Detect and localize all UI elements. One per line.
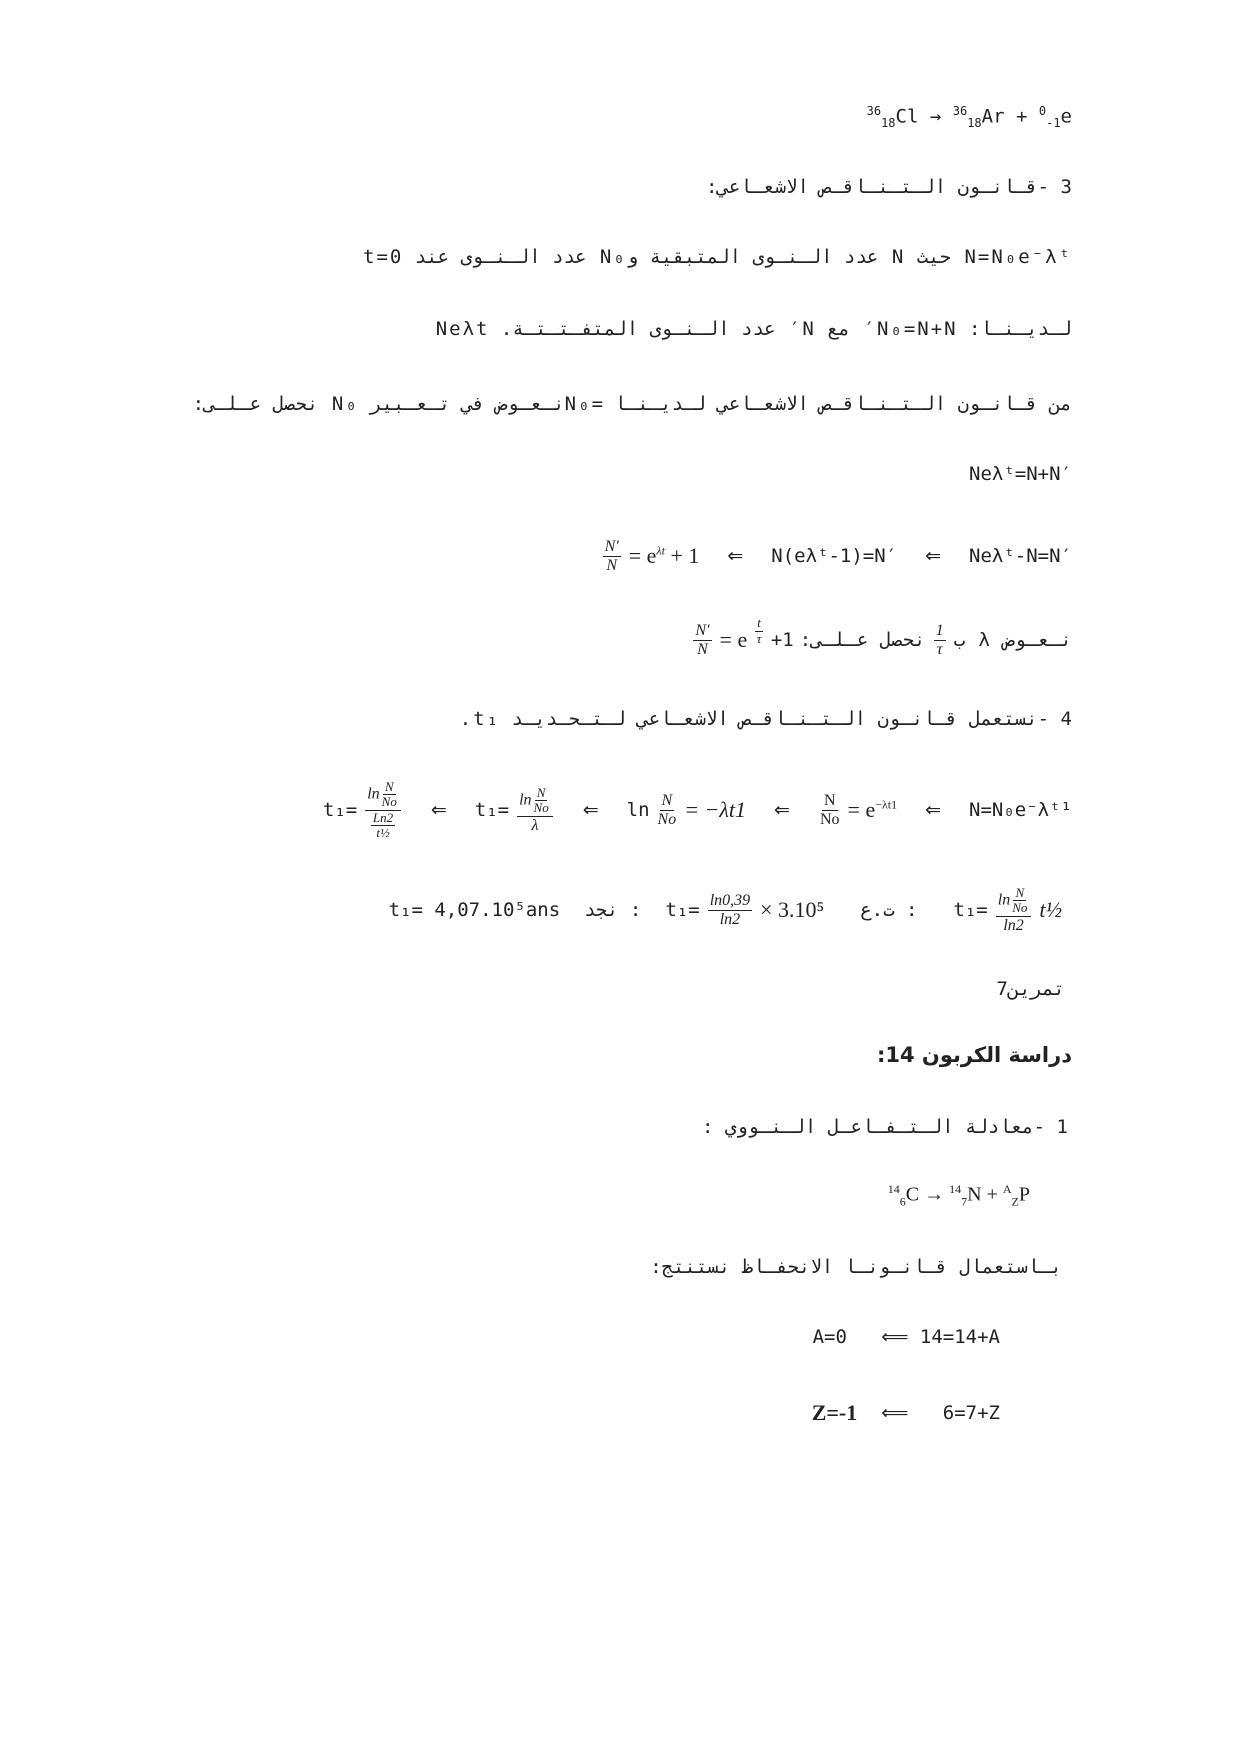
derivation-line xyxy=(601,538,1072,574)
sup: 14 xyxy=(949,1182,962,1196)
fraction xyxy=(693,622,711,658)
equation-line: Neλᵗ=N+N′ xyxy=(969,463,1072,485)
sub: 18 xyxy=(881,116,896,131)
fraction xyxy=(708,892,752,928)
reaction-heading: 1 -معادلة الـتـفـاعـل الـنـووي : xyxy=(701,1116,1068,1138)
fraction xyxy=(996,886,1032,934)
mass-number-result: A=0 ⟸ 14=14+A xyxy=(812,1326,1000,1348)
num: N xyxy=(384,779,394,794)
fraction xyxy=(371,811,395,841)
t: × 3.10⁵ xyxy=(760,897,825,923)
num: ln0,39 xyxy=(709,892,751,909)
den: τ xyxy=(936,640,943,658)
t: = e xyxy=(628,543,657,569)
t: t₁= xyxy=(322,799,358,822)
t: = −λt1 xyxy=(684,797,747,823)
n0-line: لـديـنـا: N₀=N+N′ مع N′ عدد الـنـوى المتفـتـتـة. Neλt xyxy=(435,318,1072,340)
num: Ln2 xyxy=(372,809,394,825)
num: N′ xyxy=(604,538,619,555)
eq-part xyxy=(888,1182,1030,1210)
num: N′ xyxy=(695,622,710,639)
fraction xyxy=(365,780,401,840)
sup: 14 xyxy=(887,1182,900,1196)
t: e xyxy=(1060,105,1072,128)
carbon-14-heading: دراسة الكربون 14: xyxy=(876,1043,1072,1067)
expr: Neλᵗ-N=N′ xyxy=(969,545,1072,568)
den: No xyxy=(657,810,677,828)
t: +1 xyxy=(770,629,794,652)
t: P xyxy=(1018,1183,1030,1206)
sup: A xyxy=(1002,1182,1012,1196)
implies-arrow: ⇐ xyxy=(582,799,599,822)
sub: -1 xyxy=(1046,116,1061,131)
sub: Z xyxy=(1011,1194,1019,1209)
expr xyxy=(848,797,898,823)
t: نحصل عـلـى: xyxy=(799,629,926,652)
t: : نجد xyxy=(584,899,642,922)
den: τ xyxy=(756,630,762,646)
t: + 1 xyxy=(670,543,700,569)
tau-substitution-line xyxy=(691,615,1072,658)
section-3-heading: 3 -قـانـون الـتـنـاقـص الاشعـاعي: xyxy=(705,176,1072,198)
sup: 36 xyxy=(952,104,968,118)
sup: −λt1 xyxy=(875,797,898,812)
fraction xyxy=(534,786,549,816)
num xyxy=(517,786,553,817)
eq-part xyxy=(867,104,1072,130)
fraction xyxy=(517,786,553,834)
carbon-decay-equation xyxy=(888,1182,1030,1210)
fraction xyxy=(382,780,397,810)
implies-arrow: ⇐ xyxy=(774,799,790,822)
t1-derivation-line xyxy=(323,780,1072,840)
t: ln xyxy=(367,785,380,803)
den: t½ xyxy=(376,824,390,840)
num xyxy=(996,886,1032,917)
exp-fraction xyxy=(755,616,763,646)
den: ln2 xyxy=(1003,916,1024,934)
t: t₁= xyxy=(665,899,700,922)
section-4-heading: 4 -نستعمل قـانـون الـتـنـاقـص الاشعـاعي لـتـحـديـد t₁. xyxy=(459,708,1072,730)
t: N + xyxy=(967,1183,998,1206)
num: N xyxy=(1015,885,1025,900)
sup: 36 xyxy=(866,104,882,118)
den: N xyxy=(697,640,708,658)
t1-numeric-line xyxy=(389,886,1062,934)
num: 1 xyxy=(935,622,944,639)
t: t₁= xyxy=(474,799,510,822)
den: ln2 xyxy=(719,910,741,928)
t: Ar + xyxy=(981,105,1028,128)
fraction xyxy=(1012,886,1027,916)
den: N xyxy=(606,556,617,574)
sup: 0 xyxy=(1038,104,1047,118)
num: N xyxy=(823,792,836,809)
fraction xyxy=(658,792,677,828)
t: : ت.ع xyxy=(860,899,918,922)
charge-number-result xyxy=(812,1400,1000,1426)
t: ln xyxy=(997,891,1011,909)
num xyxy=(365,780,401,811)
conservation-line: بـاستعمال قـانـونـا الانحفـاظ نستنتج: xyxy=(650,1256,1062,1278)
den: No xyxy=(819,810,840,828)
sup: λt xyxy=(656,543,665,558)
fraction xyxy=(820,792,840,828)
t: t½ xyxy=(1039,897,1062,923)
expr xyxy=(629,543,700,569)
substitution-line: من قـانـون الـتـنـاقـص الاشعـاعي لـديـنـا =N₀نـعـوض في تـعـبير N₀ نحصل عـلـى: xyxy=(192,393,1072,415)
sub: 18 xyxy=(967,116,982,131)
t: = e xyxy=(719,627,748,653)
t: N=N₀e⁻λᵗ¹ xyxy=(969,799,1072,822)
t: C → xyxy=(905,1183,945,1206)
den: No xyxy=(381,794,397,810)
num: t xyxy=(757,615,761,631)
num: N xyxy=(536,785,546,800)
t: Z=-1 xyxy=(811,1400,858,1425)
t: = e xyxy=(847,797,876,823)
expr: N(eλᵗ-1)=N′ xyxy=(771,545,898,568)
t: ln xyxy=(519,791,532,809)
den: No xyxy=(1012,900,1028,916)
result: t₁= 4,07.10⁵ans xyxy=(388,899,561,922)
sub: 6 xyxy=(899,1194,906,1209)
implies-arrow: ⇐ xyxy=(925,545,942,568)
fraction xyxy=(603,538,621,574)
t: Cl → xyxy=(895,105,942,128)
t: نـعـوض λ ب xyxy=(953,629,1072,652)
t: ln xyxy=(626,799,650,822)
implies-arrow: ⇐ xyxy=(430,799,447,822)
exercise-title: تمرين7 xyxy=(996,978,1065,1000)
fraction xyxy=(934,622,946,658)
t: ⟸ 6=7+Z xyxy=(881,1402,1000,1424)
den: λ xyxy=(531,816,539,834)
t: t₁= xyxy=(953,899,988,922)
decay-law-line: N=N₀e⁻λᵗ حيث N عدد الـنـوى المتبقية وN₀ عدد الـنـوى عند t=0 xyxy=(363,246,1072,268)
num: N xyxy=(661,792,673,809)
implies-arrow: ⇐ xyxy=(925,799,942,822)
chlorine-decay-equation xyxy=(867,104,1072,130)
den: No xyxy=(533,800,549,816)
implies-arrow: ⇐ xyxy=(727,545,744,568)
sub: 7 xyxy=(961,1194,968,1209)
